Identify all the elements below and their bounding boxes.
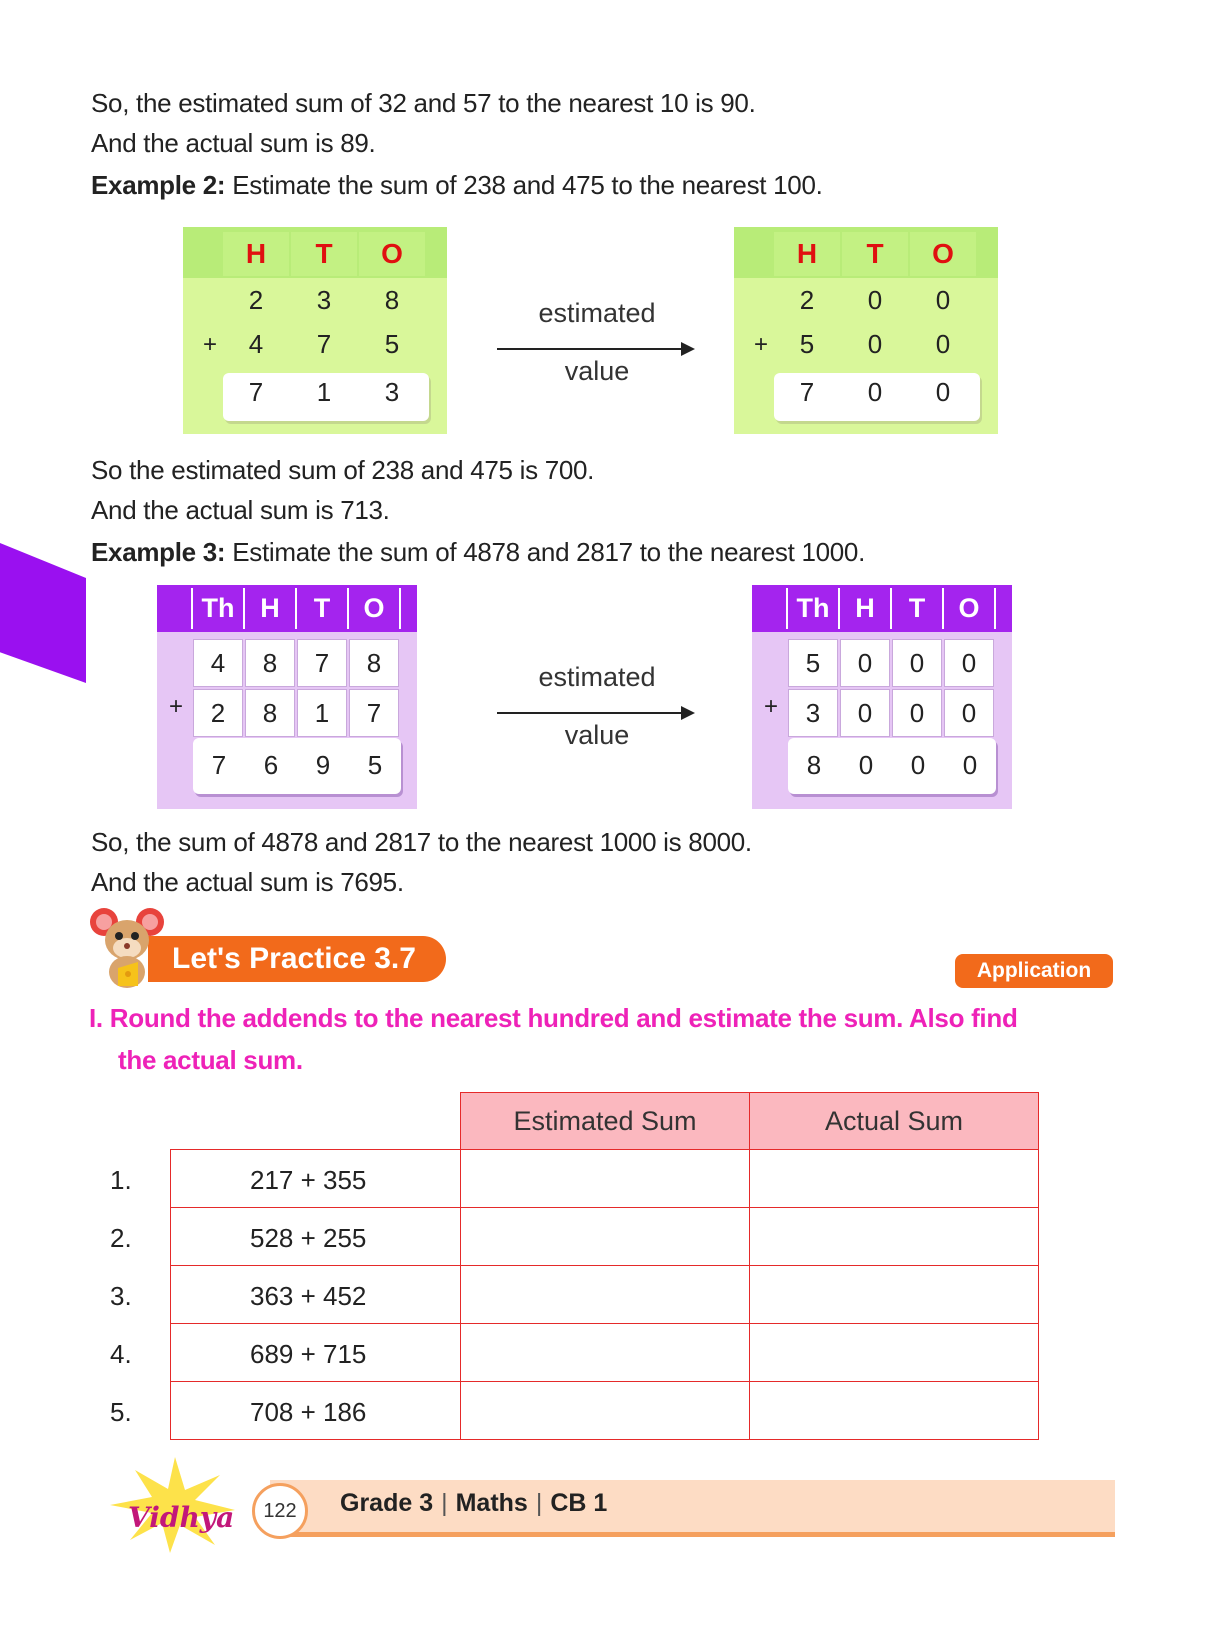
expression: 217 + 355	[250, 1165, 367, 1195]
actual-sum-cell[interactable]	[749, 1149, 1039, 1208]
header-ones: O	[942, 588, 996, 629]
footer-title	[340, 1489, 607, 1518]
row-number: 1.	[110, 1165, 132, 1195]
digit: 3	[316, 285, 332, 315]
digit: 0	[867, 285, 883, 315]
estimated-sum-cell[interactable]	[460, 1207, 750, 1266]
header-hundreds: H	[223, 232, 289, 276]
header-hundreds: H	[243, 588, 295, 629]
digit: 0	[867, 329, 883, 359]
header-ones: O	[910, 232, 976, 276]
sum-digit: 7	[211, 750, 227, 780]
instruction-line-1: I. Round the addends to the nearest hundred and estimate the sum. Also find	[89, 1003, 1018, 1033]
row-number: 3.	[110, 1281, 132, 1311]
row-number: 5.	[110, 1397, 132, 1427]
practice-title: Let's Practice 3.7	[148, 936, 446, 982]
header-ones: O	[347, 588, 401, 629]
arrow-label-top: estimated	[538, 298, 656, 328]
header-hundreds: H	[838, 588, 890, 629]
sum-digit: 0	[858, 750, 874, 780]
digit-cell: 0	[944, 639, 994, 687]
actual-sum-cell[interactable]	[749, 1265, 1039, 1324]
expression: 363 + 452	[250, 1281, 367, 1311]
intro-line-1: So, the estimated sum of 32 and 57 to the nearest 10 is 90.	[91, 88, 756, 118]
estimated-sum-cell[interactable]	[460, 1149, 750, 1208]
header-tens: T	[890, 588, 942, 629]
digit-cell: 0	[944, 689, 994, 737]
logo-text: Vidhya	[128, 1501, 235, 1534]
digit: 0	[935, 329, 951, 359]
digit: 7	[316, 329, 332, 359]
footer-separator: |	[535, 1489, 543, 1517]
header-tens: T	[291, 232, 357, 276]
row-number: 2.	[110, 1223, 132, 1253]
digit: 4	[248, 329, 264, 359]
vidhya-logo	[90, 1455, 260, 1555]
sum-digit: 7	[248, 377, 264, 407]
plus-sign: +	[764, 693, 779, 720]
example-2-heading	[91, 170, 823, 201]
plus-sign: +	[203, 331, 218, 358]
expression: 689 + 715	[250, 1339, 367, 1369]
example-2-conclusion-1: So the estimated sum of 238 and 475 is 700.	[91, 455, 595, 485]
estimated-sum-cell[interactable]	[460, 1381, 750, 1440]
sum-digit: 0	[910, 750, 926, 780]
header-actual-sum: Actual Sum	[749, 1092, 1039, 1150]
sum-digit: 6	[263, 750, 279, 780]
estimated-sum-cell[interactable]	[460, 1265, 750, 1324]
actual-sum-cell[interactable]	[749, 1207, 1039, 1266]
footer-grade: Grade 3	[340, 1489, 434, 1517]
example-3-text: Estimate the sum of 4878 and 2817 to the nearest 1000.	[225, 537, 866, 567]
header-thousands: Th	[786, 588, 838, 629]
plus-sign: +	[169, 693, 184, 720]
footer-separator: |	[441, 1489, 448, 1517]
digit-cell: 7	[349, 689, 399, 737]
arrow-right-icon	[497, 712, 693, 714]
side-tab-decoration	[0, 543, 86, 683]
header-estimated-sum: Estimated Sum	[460, 1092, 750, 1150]
header-tens: T	[295, 588, 347, 629]
example-2-conclusion-2: And the actual sum is 713.	[91, 495, 390, 525]
example-2-label: Example 2:	[91, 170, 226, 200]
digit-cell: 0	[892, 689, 942, 737]
header-thousands: Th	[191, 588, 243, 629]
actual-sum-cell[interactable]	[749, 1323, 1039, 1382]
digit: 0	[935, 285, 951, 315]
sum-digit: 8	[806, 750, 822, 780]
digit-cell: 8	[245, 639, 295, 687]
actual-sum-cell[interactable]	[749, 1381, 1039, 1440]
header-hundreds: H	[774, 232, 840, 276]
instruction-line-2: the actual sum.	[118, 1045, 303, 1075]
example-2-right-table	[734, 227, 998, 434]
expression: 528 + 255	[250, 1223, 367, 1253]
intro-line-2: And the actual sum is 89.	[91, 128, 376, 158]
example-3-right-table	[752, 585, 1012, 809]
sum-digit: 0	[962, 750, 978, 780]
sum-digit: 7	[799, 377, 815, 407]
mouse-mascot-icon	[88, 906, 168, 992]
estimated-sum-cell[interactable]	[460, 1323, 750, 1382]
digit: 5	[384, 329, 400, 359]
digit-cell: 0	[840, 639, 890, 687]
application-badge: Application	[955, 954, 1113, 988]
digit-cell: 4	[193, 639, 243, 687]
sum-digit: 1	[316, 377, 332, 407]
arrow-label-bottom: value	[564, 720, 630, 750]
digit: 5	[799, 329, 815, 359]
example-3-left-table	[157, 585, 417, 809]
header-tens: T	[842, 232, 908, 276]
example-2-left-table	[183, 227, 447, 434]
digit-cell: 8	[349, 639, 399, 687]
footer-underline	[285, 1532, 1115, 1537]
example-3-conclusion-1: So, the sum of 4878 and 2817 to the nearest 1000 is 8000.	[91, 827, 752, 857]
example-3-label: Example 3:	[91, 537, 226, 567]
header-ones: O	[359, 232, 425, 276]
footer-book: CB 1	[550, 1489, 608, 1517]
arrow-label-bottom: value	[564, 356, 630, 386]
sum-digit: 0	[935, 377, 951, 407]
example-2-text: Estimate the sum of 238 and 475 to the nearest 100.	[225, 170, 823, 200]
sum-digit: 0	[867, 377, 883, 407]
digit-cell: 1	[297, 689, 347, 737]
page-number: 122	[252, 1483, 308, 1539]
digit-cell: 3	[788, 689, 838, 737]
arrow-label-top: estimated	[538, 662, 656, 692]
example-3-conclusion-2: And the actual sum is 7695.	[91, 867, 404, 897]
digit-cell: 8	[245, 689, 295, 737]
plus-sign: +	[754, 331, 769, 358]
digit-cell: 0	[840, 689, 890, 737]
digit-cell: 7	[297, 639, 347, 687]
arrow-right-icon	[497, 348, 693, 350]
expression: 708 + 186	[250, 1397, 367, 1427]
digit: 8	[384, 285, 400, 315]
sum-digit: 5	[367, 750, 383, 780]
footer-subject: Maths	[455, 1489, 528, 1517]
sum-digit: 9	[315, 750, 331, 780]
sum-digit: 3	[384, 377, 400, 407]
digit-cell: 5	[788, 639, 838, 687]
example-3-heading	[91, 537, 865, 568]
row-number: 4.	[110, 1339, 132, 1369]
digit-cell: 0	[892, 639, 942, 687]
digit: 2	[799, 285, 815, 315]
digit: 2	[248, 285, 264, 315]
digit-cell: 2	[193, 689, 243, 737]
